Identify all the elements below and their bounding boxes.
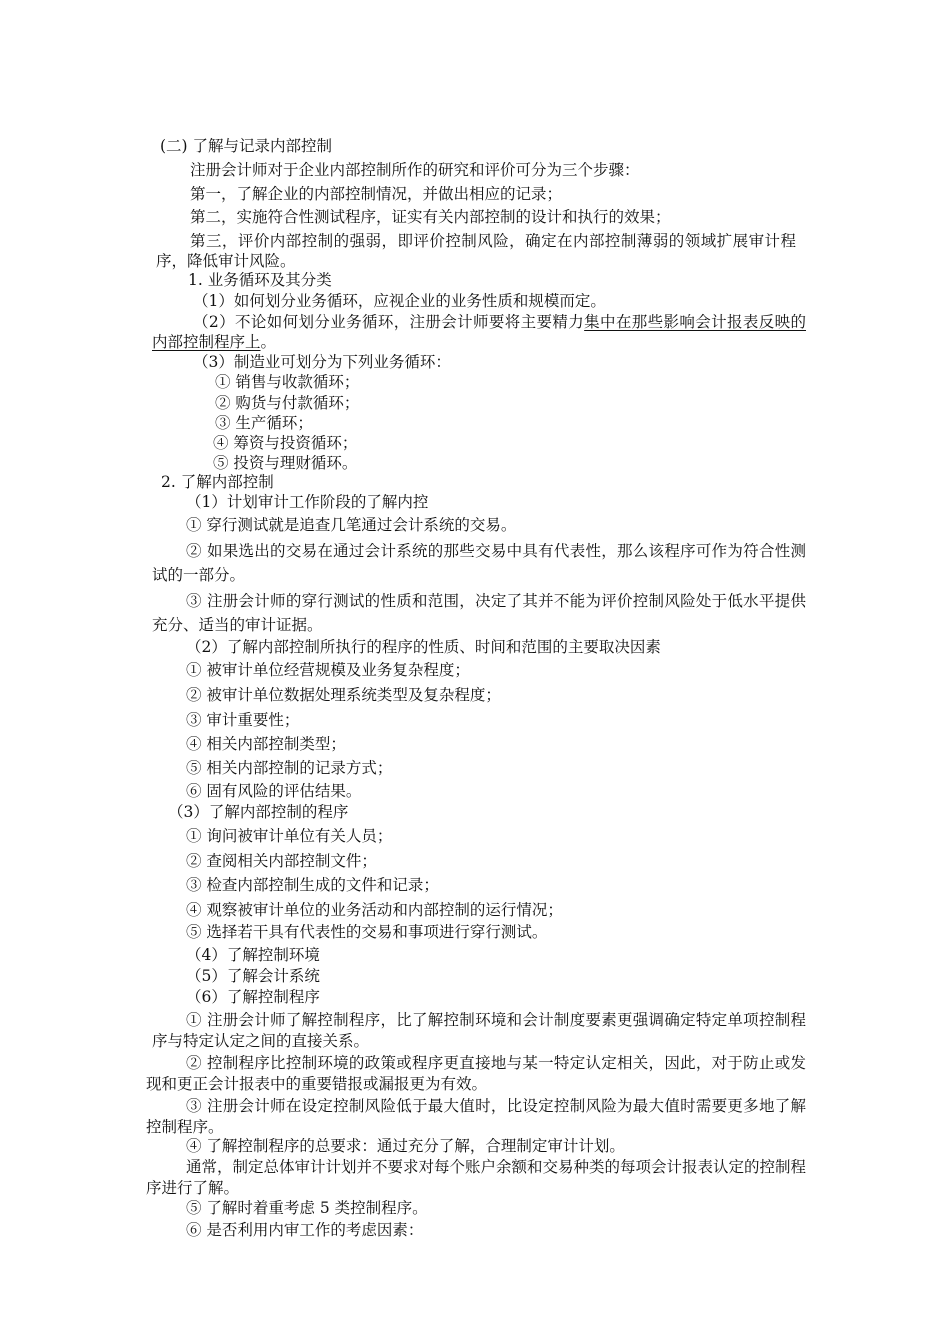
list-item: ① 销售与收款循环； [215,373,360,391]
paragraph: 注册会计师对于企业内部控制所作的研究和评价可分为三个步骤： [190,161,640,179]
paragraph: 第一，了解企业的内部控制情况，并做出相应的记录； [190,185,563,203]
list-item: ② 控制程序比控制环境的政策或程序更直接地与某一特定认定相关，因此，对于防止或发现和更正会计报表中的重要错报或漏报更为有效。 [146,1054,806,1093]
paragraph: 通常，制定总体审计计划并不要求对每个账户余额和交易种类的每项会计报表认定的控制程序进行了解。 [146,1158,807,1197]
paragraph: （3）了解内部控制的程序 [168,803,349,821]
list-item: ⑥ 是否利用内审工作的考虑因素： [186,1221,424,1239]
list-item: ① 询问被审计单位有关人员； [186,827,393,845]
list-item: ① 注册会计师了解控制程序，比了解控制环境和会计制度要素更强调确定特定单项控制程序与特定认定之间的直接关系。 [152,1011,806,1050]
paragraph: （1）计划审计工作阶段的了解内控 [186,493,429,511]
list-item: ⑥ 固有风险的评估结果。 [186,782,362,800]
paragraph [152,312,806,352]
list-item: ② 查阅相关内部控制文件； [186,852,377,870]
list-item: ⑤ 了解时着重考虑 5 类控制程序。 [186,1199,428,1217]
paragraph-end: 。 [260,333,277,351]
paragraph: 第二，实施符合性测试程序，证实有关内部控制的设计和执行的效果； [190,208,671,226]
paragraph: （4）了解控制环境 [186,946,320,964]
section-heading: (二) 了解与记录内部控制 [160,137,333,155]
paragraph: 第三，评价内部控制的强弱，即评价控制风险，确定在内部控制薄弱的领域扩展审计程序，降低审计风险。 [156,232,796,270]
list-item: ② 被审计单位数据处理系统类型及复杂程度； [186,686,501,704]
list-item: ⑤ 投资与理财循环。 [213,454,358,472]
list-item: ③ 审计重要性； [186,711,300,729]
list-item: ⑤ 选择若干具有代表性的交易和事项进行穿行测试。 [186,923,548,941]
underlined-phrase: 集中在那些影响会计报表反映的内部控制程序上 [152,313,806,351]
list-item: ① 被审计单位经营规模及业务复杂程度； [186,661,470,679]
list-item: ④ 观察被审计单位的业务活动和内部控制的运行情况； [186,901,563,919]
list-item: ① 穿行测试就是追查几笔通过会计系统的交易。 [186,516,517,534]
list-item: ② 购货与付款循环； [215,394,360,412]
list-item: ⑤ 相关内部控制的记录方式； [186,759,393,777]
subsection-heading: 2. 了解内部控制 [161,473,274,491]
paragraph: （1）如何划分业务循环，应视企业的业务性质和规模而定。 [193,292,606,310]
list-item: ④ 筹资与投资循环； [213,434,358,452]
paragraph-text: （2）不论如何划分业务循环，注册会计师要将主要精力 [193,313,585,331]
subsection-heading: 1. 业务循环及其分类 [188,271,332,289]
paragraph: （6）了解控制程序 [186,988,320,1006]
list-item: ③ 检查内部控制生成的文件和记录； [186,876,439,894]
list-item: ③ 注册会计师在设定控制风险低于最大值时，比设定控制风险为最大值时需要更多地了解控制程序。 [146,1097,806,1136]
paragraph: （3）制造业可划分为下列业务循环： [193,353,451,371]
list-item: ④ 了解控制程序的总要求：通过充分了解，合理制定审计计划。 [186,1137,625,1155]
list-item: ② 如果选出的交易在通过会计系统的那些交易中具有代表性，那么该程序可作为符合性测试的一部分。 [152,542,806,584]
list-item: ③ 注册会计师的穿行测试的性质和范围，决定了其并不能为评价控制风险处于低水平提供充分、适当的审计证据。 [152,592,806,634]
paragraph: （5）了解会计系统 [186,967,320,985]
paragraph: （2）了解内部控制所执行的程序的性质、时间和范围的主要取决因素 [186,638,661,656]
list-item: ③ 生产循环； [215,414,313,432]
list-item: ④ 相关内部控制类型； [186,735,346,753]
